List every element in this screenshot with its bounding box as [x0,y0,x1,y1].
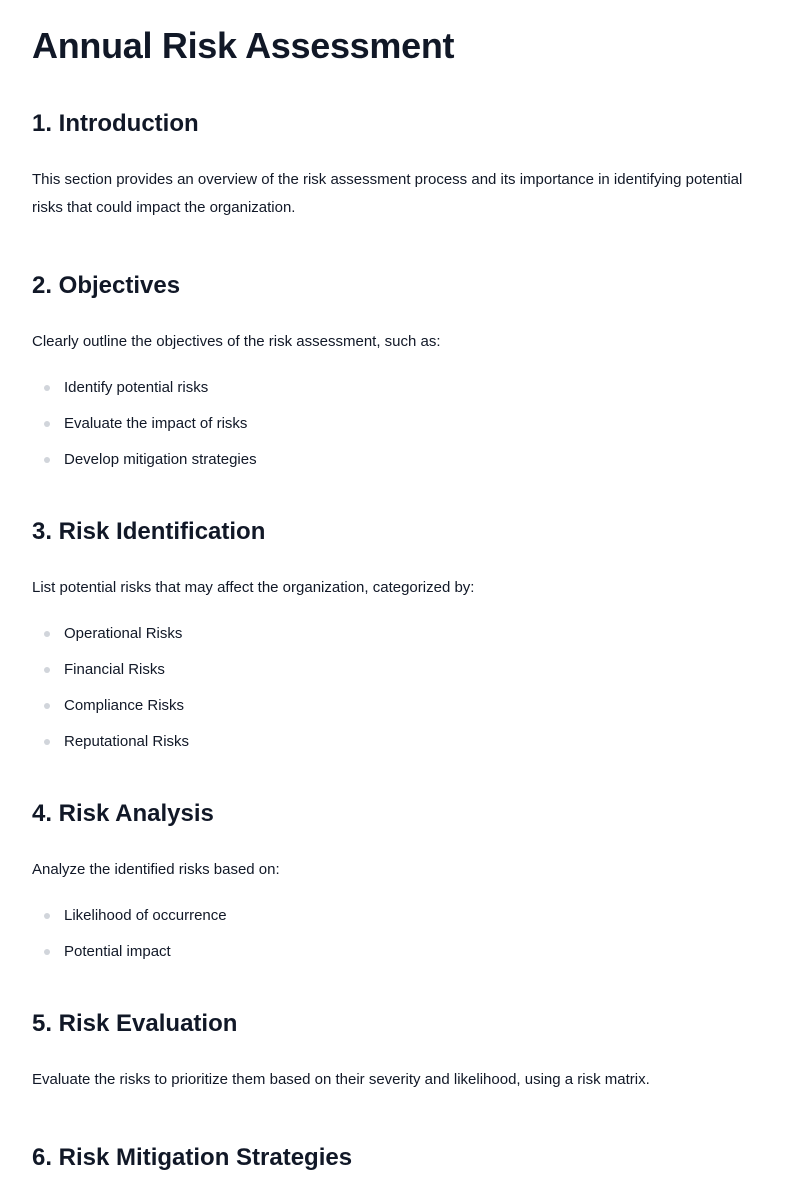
bullet-dot-icon [44,667,50,673]
list-item-text: Potential impact [64,943,171,960]
list-item-text: Financial Risks [64,661,165,678]
section-text-risk-evaluation: Evaluate the risks to prioritize them based on their severity and likelihood, using a risk matrix. [32,1071,650,1088]
section-heading-introduction: 1. Introduction [32,110,199,137]
list-item [32,732,768,752]
bullet-dot-icon [44,421,50,427]
section-heading-risk-evaluation: 5. Risk Evaluation [32,1010,238,1037]
list-item-text: Compliance Risks [64,697,185,714]
bullet-dot-icon [44,385,50,391]
list-item [32,942,768,962]
list-item-text: Identify potential risks [64,379,209,396]
analysis-criteria-list [32,906,768,962]
section-text-risk-analysis: Analyze the identified risks based on: [32,861,280,878]
section-text-objectives: Clearly outline the objectives of the risk assessment, such as: [32,333,441,350]
section-heading-risk-mitigation: 6. Risk Mitigation Strategies [32,1144,353,1171]
document-title: Annual Risk Assessment [32,25,455,66]
list-item-text: Operational Risks [64,625,183,642]
bullet-dot-icon [44,703,50,709]
bullet-dot-icon [44,739,50,745]
list-item [32,696,768,716]
list-item [32,414,768,434]
bullet-dot-icon [44,631,50,637]
section-heading-objectives: 2. Objectives [32,272,181,299]
list-item-text: Develop mitigation strategies [64,451,257,468]
section-text-introduction: This section provides an overview of the risk assessment process and its importance in identifying potential risks that could impact the organization. [32,171,743,216]
list-item [32,450,768,470]
bullet-dot-icon [44,949,50,955]
bullet-dot-icon [44,457,50,463]
list-item [32,906,768,926]
section-heading-risk-identification: 3. Risk Identification [32,518,266,545]
section-heading-risk-analysis: 4. Risk Analysis [32,800,214,827]
list-item-text: Likelihood of occurrence [64,907,227,924]
objectives-list [32,378,768,470]
list-item-text: Evaluate the impact of risks [64,415,248,432]
list-item [32,624,768,644]
list-item-text: Reputational Risks [64,733,190,750]
risk-categories-list [32,624,768,752]
list-item [32,660,768,680]
bullet-dot-icon [44,913,50,919]
section-text-risk-identification: List potential risks that may affect the organization, categorized by: [32,579,475,596]
list-item [32,378,768,398]
